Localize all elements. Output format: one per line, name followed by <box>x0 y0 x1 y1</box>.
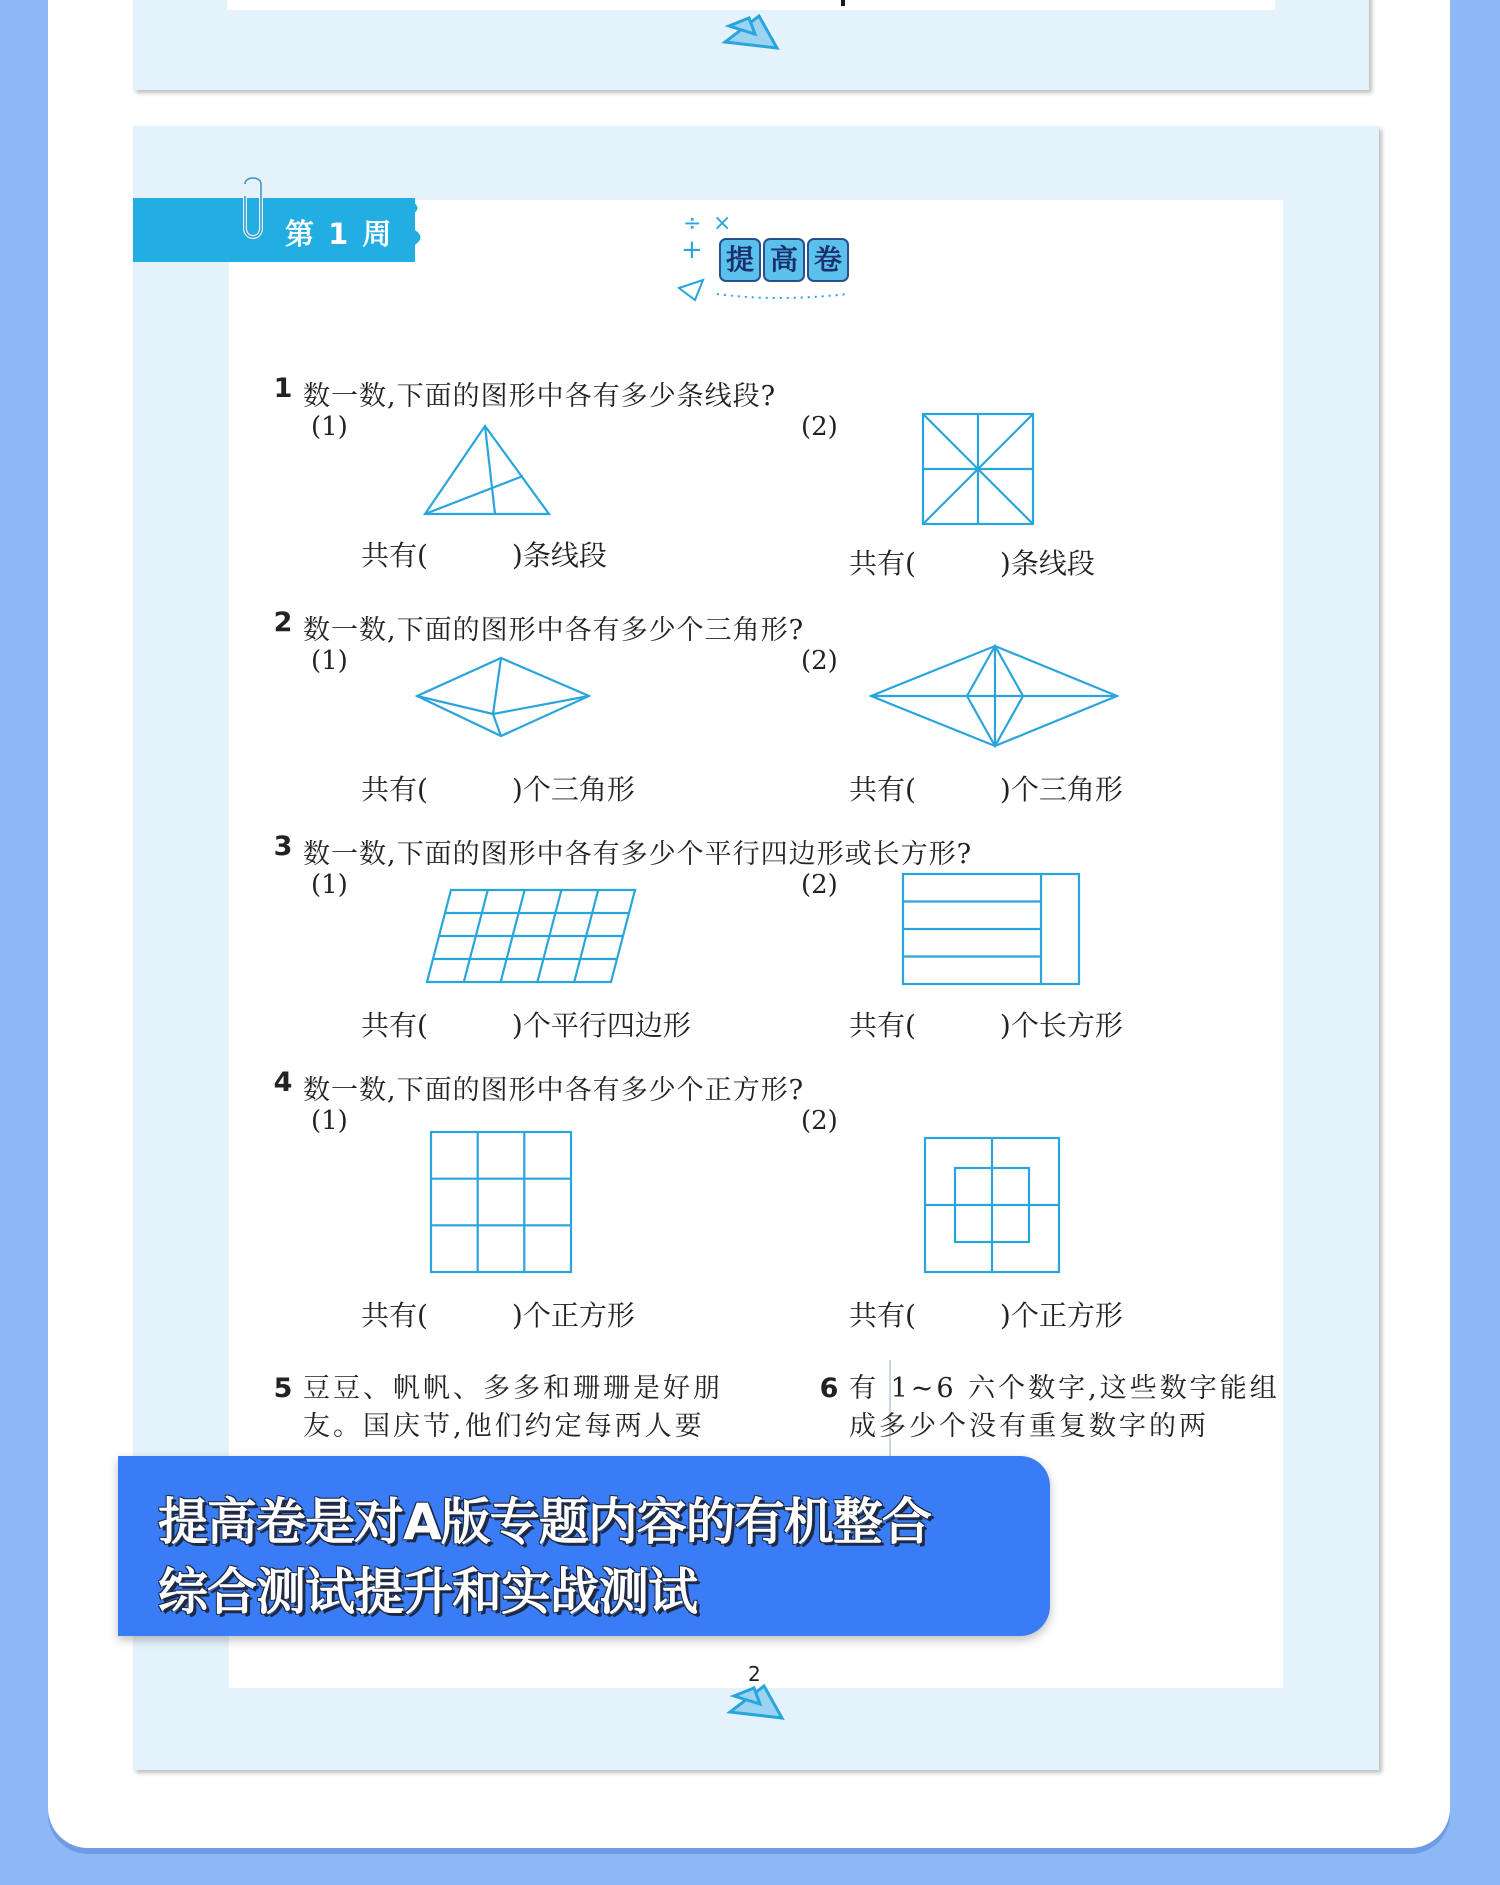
subquestion-label: (2) <box>801 870 838 900</box>
question-text <box>303 1370 723 1446</box>
svg-text:÷: ÷ <box>683 211 702 236</box>
square-diagonals-figure <box>921 412 1035 526</box>
question-line: 成多少个没有重复数字的两 <box>849 1411 1209 1442</box>
svg-text:+: + <box>681 235 703 265</box>
question-text: 数一数,下面的图形中各有多少个三角形? <box>303 615 805 646</box>
subquestion-label: (2) <box>801 1106 838 1136</box>
rectangle-divisions-figure <box>901 872 1081 986</box>
question-number: 6 <box>809 1372 849 1406</box>
answer-blank[interactable]: 共有( )个平行四边形 <box>361 1009 691 1042</box>
answer-blank[interactable]: 共有( )个长方形 <box>849 1009 1123 1042</box>
caption-line-2: 综合测试提升和实战测试 <box>158 1563 697 1621</box>
tab-wave-edge <box>405 198 425 262</box>
parallelogram-grid-figure <box>425 888 637 984</box>
question-text: 数一数,下面的图形中各有多少条线段? <box>303 381 777 412</box>
caption-banner <box>118 1456 1050 1636</box>
previous-page-mark <box>841 0 845 6</box>
subquestion-label: (2) <box>801 646 838 676</box>
subquestion-label: (1) <box>311 646 348 676</box>
answer-blank[interactable]: 共有( )个三角形 <box>361 773 635 806</box>
svg-text:×: × <box>713 211 732 236</box>
question-text: 数一数,下面的图形中各有多少个正方形? <box>303 1075 805 1106</box>
question-text: 数一数,下面的图形中各有多少个平行四边形或长方形? <box>303 839 973 870</box>
title-char: 卷 <box>807 238 849 282</box>
question-line: 豆豆、帆帆、多多和珊珊是好朋 <box>303 1373 723 1404</box>
previous-page-content <box>227 0 1275 10</box>
subquestion-label: (2) <box>801 412 838 442</box>
caption-line-1: 提高卷是对A版专题内容的有机整合 <box>158 1493 931 1551</box>
question-number: 5 <box>263 1372 303 1406</box>
paperclip-icon <box>233 176 273 248</box>
set-square-icon <box>724 1682 788 1722</box>
answer-blank[interactable]: 共有( )条线段 <box>849 547 1095 580</box>
answer-blank[interactable]: 共有( )个正方形 <box>849 1299 1123 1332</box>
rhombus-figure <box>869 644 1119 748</box>
question-line: 有 1~6 六个数字,这些数字能组 <box>849 1373 1280 1404</box>
title-char: 提 <box>719 238 761 282</box>
subquestion-label: (1) <box>311 870 348 900</box>
page-number: 2 <box>748 1662 761 1686</box>
kite-figure <box>415 654 591 740</box>
nested-squares-figure <box>923 1136 1061 1274</box>
title-badge <box>677 208 877 312</box>
title-char: 高 <box>763 238 805 282</box>
question-number: 4 <box>263 1066 303 1100</box>
week-label: 第 1 周 <box>285 217 394 251</box>
subquestion-label: (1) <box>311 1106 348 1136</box>
week-tab <box>133 198 415 262</box>
answer-blank[interactable]: 共有( )条线段 <box>361 539 607 572</box>
question-number: 2 <box>263 606 303 640</box>
question-line: 友。国庆节,他们约定每两人要 <box>303 1411 705 1442</box>
set-square-icon <box>719 12 783 52</box>
question-number: 1 <box>263 372 303 406</box>
previous-page-bottom <box>133 0 1369 90</box>
subquestion-label: (1) <box>311 412 348 442</box>
answer-blank[interactable]: 共有( )个三角形 <box>849 773 1123 806</box>
three-by-three-grid-figure <box>429 1130 573 1274</box>
question-number: 3 <box>263 830 303 864</box>
question-text <box>849 1370 1280 1446</box>
answer-blank[interactable]: 共有( )个正方形 <box>361 1299 635 1332</box>
triangle-figure <box>423 422 553 522</box>
